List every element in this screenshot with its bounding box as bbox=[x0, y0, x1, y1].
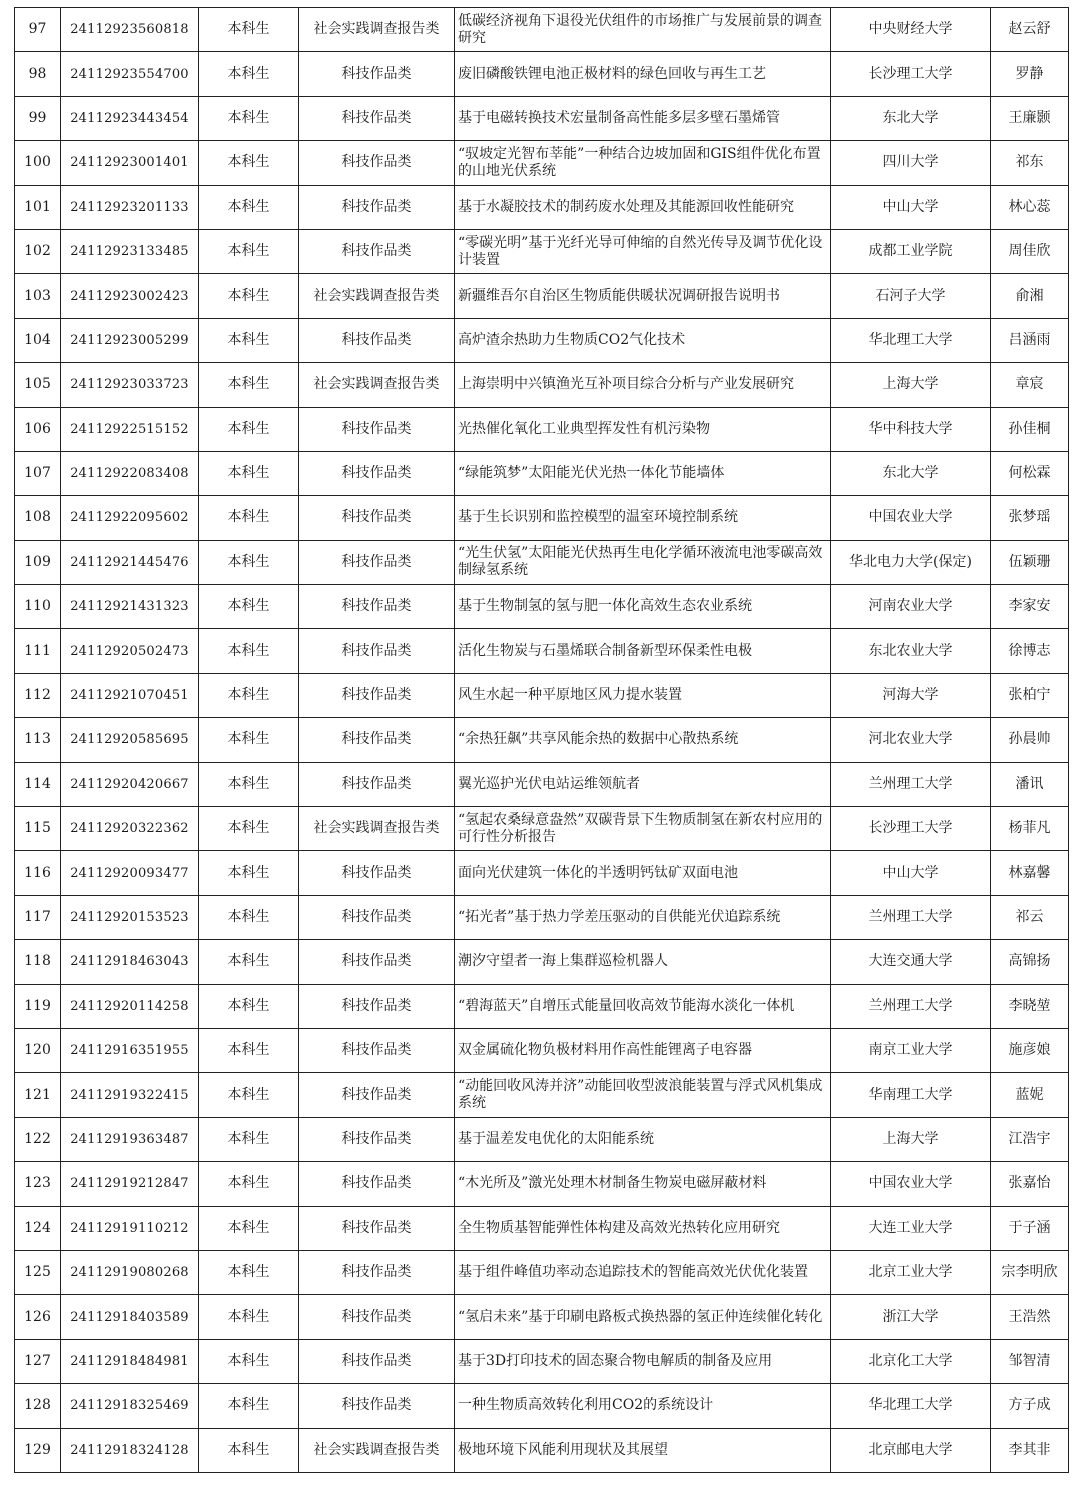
cell-level: 本科生 bbox=[199, 363, 299, 407]
cell-number: 101 bbox=[15, 185, 61, 229]
cell-project-title: “光生伏氢”太阳能光伏热再生电化学循环液流电池零碳高效制绿氢系统 bbox=[455, 540, 831, 584]
cell-number: 100 bbox=[15, 141, 61, 185]
cell-name: 施彦娘 bbox=[991, 1028, 1069, 1072]
cell-project-title: 基于3D打印技术的固态聚合物电解质的制备及应用 bbox=[455, 1339, 831, 1383]
cell-project-title: 一种生物质高效转化利用CO2的系统设计 bbox=[455, 1384, 831, 1428]
cell-name: 方子成 bbox=[991, 1384, 1069, 1428]
cell-project-title: 全生物质基智能弹性体构建及高效光热转化应用研究 bbox=[455, 1206, 831, 1250]
cell-level: 本科生 bbox=[199, 629, 299, 673]
table-row bbox=[15, 1250, 1069, 1294]
cell-number: 102 bbox=[15, 229, 61, 273]
cell-school: 石河子大学 bbox=[831, 274, 991, 318]
cell-name: 孙晨帅 bbox=[991, 718, 1069, 762]
cell-school: 华北理工大学 bbox=[831, 1384, 991, 1428]
cell-project-title: “余热狂飙”共享风能余热的数据中心散热系统 bbox=[455, 718, 831, 762]
cell-name: 潘讯 bbox=[991, 762, 1069, 806]
table-row bbox=[15, 540, 1069, 584]
cell-name: 罗静 bbox=[991, 52, 1069, 96]
cell-category: 科技作品类 bbox=[299, 629, 455, 673]
cell-school: 上海大学 bbox=[831, 363, 991, 407]
cell-registration-id: 24112922083408 bbox=[61, 451, 199, 495]
table-row bbox=[15, 1295, 1069, 1339]
cell-name: 吕涵雨 bbox=[991, 318, 1069, 362]
table-row bbox=[15, 762, 1069, 806]
cell-number: 106 bbox=[15, 407, 61, 451]
cell-category: 社会实践调查报告类 bbox=[299, 8, 455, 52]
cell-number: 111 bbox=[15, 629, 61, 673]
cell-registration-id: 24112918484981 bbox=[61, 1339, 199, 1383]
cell-school: 东北大学 bbox=[831, 451, 991, 495]
cell-category: 科技作品类 bbox=[299, 52, 455, 96]
cell-registration-id: 24112919212847 bbox=[61, 1162, 199, 1206]
cell-project-title: 极地环境下风能利用现状及其展望 bbox=[455, 1428, 831, 1472]
cell-project-title: 基于组件峰值功率动态追踪技术的智能高效光伏优化装置 bbox=[455, 1250, 831, 1294]
cell-project-title: 翼光巡护光伏电站运维领航者 bbox=[455, 762, 831, 806]
cell-registration-id: 24112923002423 bbox=[61, 274, 199, 318]
cell-school: 华南理工大学 bbox=[831, 1073, 991, 1117]
cell-registration-id: 24112920585695 bbox=[61, 718, 199, 762]
cell-number: 114 bbox=[15, 762, 61, 806]
table-row bbox=[15, 1028, 1069, 1072]
cell-project-title: “零碳光明”基于光纤光导可伸缩的自然光传导及调节优化设计装置 bbox=[455, 229, 831, 273]
cell-registration-id: 24112919322415 bbox=[61, 1073, 199, 1117]
cell-school: 华北电力大学(保定) bbox=[831, 540, 991, 584]
cell-registration-id: 24112919080268 bbox=[61, 1250, 199, 1294]
cell-project-title: “绿能筑梦”太阳能光伏光热一体化节能墙体 bbox=[455, 451, 831, 495]
cell-name: 杨菲凡 bbox=[991, 807, 1069, 851]
cell-school: 中山大学 bbox=[831, 185, 991, 229]
cell-school: 大连工业大学 bbox=[831, 1206, 991, 1250]
cell-category: 科技作品类 bbox=[299, 96, 455, 140]
cell-category: 科技作品类 bbox=[299, 851, 455, 895]
cell-number: 98 bbox=[15, 52, 61, 96]
cell-school: 北京化工大学 bbox=[831, 1339, 991, 1383]
cell-name: 赵云舒 bbox=[991, 8, 1069, 52]
cell-level: 本科生 bbox=[199, 8, 299, 52]
cell-registration-id: 24112920420667 bbox=[61, 762, 199, 806]
cell-number: 126 bbox=[15, 1295, 61, 1339]
cell-school: 中国农业大学 bbox=[831, 1162, 991, 1206]
cell-category: 科技作品类 bbox=[299, 1250, 455, 1294]
table-row bbox=[15, 274, 1069, 318]
cell-registration-id: 24112920093477 bbox=[61, 851, 199, 895]
cell-number: 105 bbox=[15, 363, 61, 407]
cell-number: 123 bbox=[15, 1162, 61, 1206]
cell-name: 邹智清 bbox=[991, 1339, 1069, 1383]
cell-name: 何松霖 bbox=[991, 451, 1069, 495]
cell-project-title: 基于电磁转换技术宏量制备高性能多层多壁石墨烯管 bbox=[455, 96, 831, 140]
results-table-page bbox=[14, 7, 1068, 1473]
cell-school: 河南农业大学 bbox=[831, 585, 991, 629]
cell-level: 本科生 bbox=[199, 1206, 299, 1250]
cell-school: 中国农业大学 bbox=[831, 496, 991, 540]
cell-registration-id: 24112919110212 bbox=[61, 1206, 199, 1250]
cell-name: 李其非 bbox=[991, 1428, 1069, 1472]
cell-registration-id: 24112921431323 bbox=[61, 585, 199, 629]
cell-category: 科技作品类 bbox=[299, 895, 455, 939]
cell-registration-id: 24112923554700 bbox=[61, 52, 199, 96]
cell-project-title: 基于生物制氢的氢与肥一体化高效生态农业系统 bbox=[455, 585, 831, 629]
cell-level: 本科生 bbox=[199, 52, 299, 96]
cell-school: 华中科技大学 bbox=[831, 407, 991, 451]
cell-name: 于子涵 bbox=[991, 1206, 1069, 1250]
cell-project-title: “拓光者”基于热力学差压驱动的自供能光伏追踪系统 bbox=[455, 895, 831, 939]
cell-level: 本科生 bbox=[199, 1295, 299, 1339]
cell-level: 本科生 bbox=[199, 1117, 299, 1161]
table-row bbox=[15, 1384, 1069, 1428]
cell-number: 104 bbox=[15, 318, 61, 362]
cell-number: 115 bbox=[15, 807, 61, 851]
cell-school: 兰州理工大学 bbox=[831, 762, 991, 806]
cell-registration-id: 24112918325469 bbox=[61, 1384, 199, 1428]
cell-category: 科技作品类 bbox=[299, 1206, 455, 1250]
cell-number: 121 bbox=[15, 1073, 61, 1117]
cell-name: 王浩然 bbox=[991, 1295, 1069, 1339]
cell-level: 本科生 bbox=[199, 585, 299, 629]
table-row bbox=[15, 851, 1069, 895]
table-row bbox=[15, 1206, 1069, 1250]
table-row bbox=[15, 1073, 1069, 1117]
table-row bbox=[15, 318, 1069, 362]
cell-project-title: 新疆维吾尔自治区生物质能供暖状况调研报告说明书 bbox=[455, 274, 831, 318]
cell-level: 本科生 bbox=[199, 851, 299, 895]
cell-category: 科技作品类 bbox=[299, 496, 455, 540]
cell-category: 社会实践调查报告类 bbox=[299, 363, 455, 407]
cell-level: 本科生 bbox=[199, 496, 299, 540]
cell-category: 科技作品类 bbox=[299, 1162, 455, 1206]
cell-level: 本科生 bbox=[199, 1384, 299, 1428]
cell-category: 科技作品类 bbox=[299, 185, 455, 229]
cell-category: 科技作品类 bbox=[299, 940, 455, 984]
cell-registration-id: 24112919363487 bbox=[61, 1117, 199, 1161]
cell-school: 四川大学 bbox=[831, 141, 991, 185]
cell-school: 华北理工大学 bbox=[831, 318, 991, 362]
table-row bbox=[15, 8, 1069, 52]
cell-category: 科技作品类 bbox=[299, 762, 455, 806]
cell-name: 林嘉馨 bbox=[991, 851, 1069, 895]
cell-name: 孙佳桐 bbox=[991, 407, 1069, 451]
cell-number: 125 bbox=[15, 1250, 61, 1294]
cell-category: 科技作品类 bbox=[299, 984, 455, 1028]
table-row bbox=[15, 1117, 1069, 1161]
cell-name: 江浩宇 bbox=[991, 1117, 1069, 1161]
cell-project-title: 基于温差发电优化的太阳能系统 bbox=[455, 1117, 831, 1161]
cell-number: 129 bbox=[15, 1428, 61, 1472]
cell-category: 科技作品类 bbox=[299, 1028, 455, 1072]
cell-school: 东北大学 bbox=[831, 96, 991, 140]
table-body bbox=[15, 8, 1069, 1473]
cell-number: 117 bbox=[15, 895, 61, 939]
cell-name: 林心蕊 bbox=[991, 185, 1069, 229]
cell-level: 本科生 bbox=[199, 229, 299, 273]
cell-category: 科技作品类 bbox=[299, 141, 455, 185]
cell-school: 成都工业学院 bbox=[831, 229, 991, 273]
table-row bbox=[15, 96, 1069, 140]
table-row bbox=[15, 1339, 1069, 1383]
cell-category: 社会实践调查报告类 bbox=[299, 807, 455, 851]
table-row bbox=[15, 718, 1069, 762]
cell-category: 科技作品类 bbox=[299, 229, 455, 273]
cell-category: 科技作品类 bbox=[299, 718, 455, 762]
cell-level: 本科生 bbox=[199, 407, 299, 451]
cell-project-title: “驭坡定光智布莘能”一种结合边坡加固和GIS组件优化布置的山地光伏系统 bbox=[455, 141, 831, 185]
cell-name: 俞湘 bbox=[991, 274, 1069, 318]
cell-school: 长沙理工大学 bbox=[831, 52, 991, 96]
cell-number: 107 bbox=[15, 451, 61, 495]
table-row bbox=[15, 1428, 1069, 1472]
table-row bbox=[15, 141, 1069, 185]
cell-name: 宗李明欣 bbox=[991, 1250, 1069, 1294]
cell-number: 110 bbox=[15, 585, 61, 629]
cell-level: 本科生 bbox=[199, 807, 299, 851]
cell-category: 科技作品类 bbox=[299, 451, 455, 495]
cell-category: 社会实践调查报告类 bbox=[299, 274, 455, 318]
cell-number: 109 bbox=[15, 540, 61, 584]
cell-registration-id: 24112923005299 bbox=[61, 318, 199, 362]
cell-school: 上海大学 bbox=[831, 1117, 991, 1161]
table-row bbox=[15, 363, 1069, 407]
cell-level: 本科生 bbox=[199, 318, 299, 362]
cell-number: 116 bbox=[15, 851, 61, 895]
cell-name: 张柏宁 bbox=[991, 673, 1069, 717]
cell-category: 科技作品类 bbox=[299, 1073, 455, 1117]
cell-number: 103 bbox=[15, 274, 61, 318]
cell-category: 科技作品类 bbox=[299, 1295, 455, 1339]
cell-number: 118 bbox=[15, 940, 61, 984]
cell-number: 97 bbox=[15, 8, 61, 52]
table-row bbox=[15, 185, 1069, 229]
cell-name: 李家安 bbox=[991, 585, 1069, 629]
cell-project-title: 面向光伏建筑一体化的半透明钙钛矿双面电池 bbox=[455, 851, 831, 895]
cell-project-title: 上海崇明中兴镇渔光互补项目综合分析与产业发展研究 bbox=[455, 363, 831, 407]
cell-registration-id: 24112923560818 bbox=[61, 8, 199, 52]
cell-registration-id: 24112922095602 bbox=[61, 496, 199, 540]
cell-level: 本科生 bbox=[199, 762, 299, 806]
cell-name: 周佳欣 bbox=[991, 229, 1069, 273]
cell-name: 章宸 bbox=[991, 363, 1069, 407]
cell-level: 本科生 bbox=[199, 895, 299, 939]
cell-project-title: 潮汐守望者一海上集群巡检机器人 bbox=[455, 940, 831, 984]
cell-registration-id: 24112921070451 bbox=[61, 673, 199, 717]
table-row bbox=[15, 451, 1069, 495]
cell-category: 科技作品类 bbox=[299, 585, 455, 629]
cell-level: 本科生 bbox=[199, 451, 299, 495]
cell-project-title: 活化生物炭与石墨烯联合制备新型环保柔性电极 bbox=[455, 629, 831, 673]
cell-school: 北京邮电大学 bbox=[831, 1428, 991, 1472]
cell-registration-id: 24112918463043 bbox=[61, 940, 199, 984]
table-row bbox=[15, 673, 1069, 717]
cell-category: 科技作品类 bbox=[299, 1339, 455, 1383]
cell-school: 南京工业大学 bbox=[831, 1028, 991, 1072]
cell-project-title: 风生水起一种平原地区风力提水装置 bbox=[455, 673, 831, 717]
cell-registration-id: 24112920153523 bbox=[61, 895, 199, 939]
table-row bbox=[15, 52, 1069, 96]
cell-number: 108 bbox=[15, 496, 61, 540]
cell-registration-id: 24112923133485 bbox=[61, 229, 199, 273]
cell-registration-id: 24112918403589 bbox=[61, 1295, 199, 1339]
cell-school: 东北农业大学 bbox=[831, 629, 991, 673]
cell-number: 124 bbox=[15, 1206, 61, 1250]
cell-project-title: 双金属硫化物负极材料用作高性能锂离子电容器 bbox=[455, 1028, 831, 1072]
cell-school: 长沙理工大学 bbox=[831, 807, 991, 851]
cell-level: 本科生 bbox=[199, 185, 299, 229]
cell-project-title: “木光所及”激光处理木材制备生物炭电磁屏蔽材料 bbox=[455, 1162, 831, 1206]
cell-name: 祁云 bbox=[991, 895, 1069, 939]
table-row bbox=[15, 940, 1069, 984]
cell-level: 本科生 bbox=[199, 1250, 299, 1294]
cell-number: 127 bbox=[15, 1339, 61, 1383]
cell-name: 李晓堃 bbox=[991, 984, 1069, 1028]
table-row bbox=[15, 585, 1069, 629]
table-row bbox=[15, 984, 1069, 1028]
cell-project-title: 光热催化氧化工业典型挥发性有机污染物 bbox=[455, 407, 831, 451]
cell-category: 科技作品类 bbox=[299, 1384, 455, 1428]
cell-school: 兰州理工大学 bbox=[831, 895, 991, 939]
cell-registration-id: 24112922515152 bbox=[61, 407, 199, 451]
cell-category: 科技作品类 bbox=[299, 407, 455, 451]
cell-number: 122 bbox=[15, 1117, 61, 1161]
cell-level: 本科生 bbox=[199, 540, 299, 584]
table-row bbox=[15, 629, 1069, 673]
cell-number: 113 bbox=[15, 718, 61, 762]
cell-registration-id: 24112918324128 bbox=[61, 1428, 199, 1472]
cell-school: 河海大学 bbox=[831, 673, 991, 717]
cell-project-title: 基于水凝胶技术的制药废水处理及其能源回收性能研究 bbox=[455, 185, 831, 229]
cell-level: 本科生 bbox=[199, 274, 299, 318]
cell-project-title: “氢启未来”基于印刷电路板式换热器的氢正仲连续催化转化 bbox=[455, 1295, 831, 1339]
cell-name: 张梦瑶 bbox=[991, 496, 1069, 540]
cell-level: 本科生 bbox=[199, 96, 299, 140]
table-row bbox=[15, 895, 1069, 939]
cell-level: 本科生 bbox=[199, 940, 299, 984]
cell-name: 张嘉怡 bbox=[991, 1162, 1069, 1206]
table-row bbox=[15, 407, 1069, 451]
cell-category: 科技作品类 bbox=[299, 540, 455, 584]
cell-name: 伍颖珊 bbox=[991, 540, 1069, 584]
cell-number: 112 bbox=[15, 673, 61, 717]
cell-registration-id: 24112923033723 bbox=[61, 363, 199, 407]
cell-level: 本科生 bbox=[199, 1028, 299, 1072]
cell-project-title: “碧海蓝天”自增压式能量回收高效节能海水淡化一体机 bbox=[455, 984, 831, 1028]
cell-name: 徐博志 bbox=[991, 629, 1069, 673]
cell-registration-id: 24112923201133 bbox=[61, 185, 199, 229]
cell-name: 蓝妮 bbox=[991, 1073, 1069, 1117]
cell-number: 99 bbox=[15, 96, 61, 140]
cell-number: 128 bbox=[15, 1384, 61, 1428]
cell-registration-id: 24112920502473 bbox=[61, 629, 199, 673]
cell-registration-id: 24112916351955 bbox=[61, 1028, 199, 1072]
cell-project-title: 高炉渣余热助力生物质CO2气化技术 bbox=[455, 318, 831, 362]
cell-level: 本科生 bbox=[199, 1339, 299, 1383]
cell-project-title: “氢起农桑绿意盎然”双碳背景下生物质制氢在新农村应用的可行性分析报告 bbox=[455, 807, 831, 851]
cell-school: 北京工业大学 bbox=[831, 1250, 991, 1294]
cell-school: 河北农业大学 bbox=[831, 718, 991, 762]
cell-project-title: “动能回收风涛并济”动能回收型波浪能装置与浮式风机集成系统 bbox=[455, 1073, 831, 1117]
cell-registration-id: 24112923001401 bbox=[61, 141, 199, 185]
cell-name: 高锦扬 bbox=[991, 940, 1069, 984]
cell-number: 119 bbox=[15, 984, 61, 1028]
cell-category: 科技作品类 bbox=[299, 1117, 455, 1161]
results-table bbox=[14, 7, 1069, 1473]
cell-school: 中央财经大学 bbox=[831, 8, 991, 52]
cell-level: 本科生 bbox=[199, 718, 299, 762]
table-row bbox=[15, 1162, 1069, 1206]
table-row bbox=[15, 496, 1069, 540]
cell-level: 本科生 bbox=[199, 984, 299, 1028]
cell-name: 祁东 bbox=[991, 141, 1069, 185]
cell-level: 本科生 bbox=[199, 673, 299, 717]
cell-project-title: 低碳经济视角下退役光伏组件的市场推广与发展前景的调查研究 bbox=[455, 8, 831, 52]
cell-level: 本科生 bbox=[199, 1073, 299, 1117]
cell-registration-id: 24112920114258 bbox=[61, 984, 199, 1028]
cell-number: 120 bbox=[15, 1028, 61, 1072]
cell-project-title: 基于生长识别和监控模型的温室环境控制系统 bbox=[455, 496, 831, 540]
cell-name: 王廉颢 bbox=[991, 96, 1069, 140]
table-row bbox=[15, 807, 1069, 851]
cell-school: 大连交通大学 bbox=[831, 940, 991, 984]
cell-school: 浙江大学 bbox=[831, 1295, 991, 1339]
cell-category: 科技作品类 bbox=[299, 673, 455, 717]
cell-school: 中山大学 bbox=[831, 851, 991, 895]
cell-category: 社会实践调查报告类 bbox=[299, 1428, 455, 1472]
cell-level: 本科生 bbox=[199, 141, 299, 185]
cell-level: 本科生 bbox=[199, 1428, 299, 1472]
cell-level: 本科生 bbox=[199, 1162, 299, 1206]
cell-school: 兰州理工大学 bbox=[831, 984, 991, 1028]
cell-registration-id: 24112920322362 bbox=[61, 807, 199, 851]
cell-registration-id: 24112923443454 bbox=[61, 96, 199, 140]
cell-registration-id: 24112921445476 bbox=[61, 540, 199, 584]
cell-project-title: 废旧磷酸铁锂电池正极材料的绿色回收与再生工艺 bbox=[455, 52, 831, 96]
cell-category: 科技作品类 bbox=[299, 318, 455, 362]
table-row bbox=[15, 229, 1069, 273]
